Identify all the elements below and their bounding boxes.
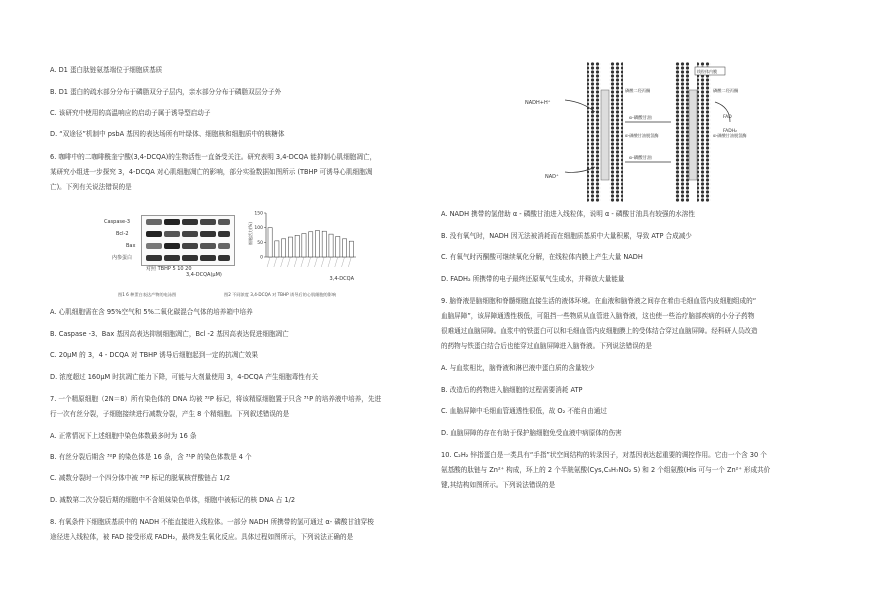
q8-option-d: D. FADH₂ 所携带的电子最终还原氧气生成水，并释放大量能量 (441, 275, 625, 283)
q6-stem-2: 某研究小组进一步探究 3，4-DCQA 对心肌细胞凋亡的影响，部分实验数据如图所示 (TBHP 可诱导心肌细胞凋 (50, 168, 373, 176)
q9-stem-2: 血脑屏障”，该屏障通透性极低，可阻挡一些物质从血管进入脑脊液，这也使一些治疗脑部疾病的小分子药物 (441, 312, 755, 320)
bar (349, 241, 353, 257)
fadh2-label: FADH₂ (723, 129, 737, 134)
q7-option-d: D. 减数第二次分裂后期的细胞中不含姐妹染色单体，细胞中被标记的核 DNA 占 1/2 (50, 496, 296, 504)
band (182, 231, 198, 237)
q8-stem-1: 8. 有氧条件下细胞质基质中的 NADH 不能直接进入线粒体。一部分 NADH 所携带的氢可通过 α- 磷酸甘油穿梭 (50, 518, 374, 526)
x-tick-mark (342, 257, 345, 267)
bar (329, 234, 333, 257)
bar (322, 231, 326, 257)
x-tick-mark (328, 257, 331, 267)
nad-label: NAD⁺ (545, 174, 559, 180)
figure-caption-1: 图1 6 种蛋白表达产物的电泳图 (118, 292, 177, 297)
band (200, 219, 216, 225)
x-tick-mark (348, 257, 351, 267)
q5-option-c: C. 该研究中使用的高温响应的启动子属于诱导型启动子 (50, 109, 211, 117)
band (146, 243, 162, 249)
x-tick-mark (281, 257, 284, 267)
q8-option-b: B. 没有氧气时，NADH 因无法被消耗而在细胞质基质中大量积累，导致 ATP 合成减少 (441, 232, 692, 240)
band (200, 243, 216, 249)
inner-membrane-label: 线粒体内膜 (697, 69, 717, 74)
q8-stem-2: 途径进入线粒体，被 FAD 接受形成 FADH₂，最终发生氧化反应。具体过程如图所示，下列说法正确的是 (50, 533, 354, 541)
q5-option-b: B. D1 蛋白的疏水部分分布于磷脂双分子层内，亲水部分分布于磷脂双层分子外 (50, 88, 282, 96)
bar (309, 232, 313, 257)
q9-option-a: A. 与血浆相比，脑脊液和淋巴液中蛋白质的含量较少 (441, 364, 595, 372)
band (182, 255, 198, 261)
q6-option-b: B. Caspase -3、Bax 基因高表达抑制细胞凋亡，Bcl -2 基因高表达促进细胞凋亡 (50, 330, 289, 338)
bar (282, 239, 286, 257)
q6-stem-3: 亡)。下列有关说法错误的是 (50, 183, 132, 191)
q9-option-d: D. 血脑屏障的存在有助于保护脑细胞免受血液中病原体的伤害 (441, 429, 622, 437)
band (182, 243, 198, 249)
shuttle-diagram (525, 62, 765, 202)
enzyme-label-3: 磷酸二羟丙酮 (713, 88, 739, 93)
band (218, 243, 230, 249)
fad-label: FAD (723, 115, 732, 120)
bar (302, 234, 306, 257)
shuttle-diagram-svg (525, 62, 765, 202)
y-tick-label: 150 (254, 211, 263, 217)
inner-membrane-left (675, 62, 689, 202)
viability-chart (248, 209, 360, 281)
enzyme-channel-right (689, 90, 697, 180)
western-blot-panel (141, 215, 235, 266)
q10-stem-2: 氨基酸的肽链与 Zn²⁺ 构成，环上的 2 个半胱氨酸(Cys,C₃H₇NO₂ S) 和 2 个组氨酸(His 可与一个 Zn²⁺ 形成共价 (441, 466, 771, 474)
q7-option-a: A. 正常情况下上述细胞中染色体数最多时为 16 条 (50, 432, 197, 440)
y-tick-label: 100 (254, 226, 263, 232)
wb-label-reference: 内参蛋白 (112, 255, 133, 261)
q10-stem-1: 10. C₂H₂ 锌指蛋白是一类具有“手指”状空间结构的转录因子，对基因表达起重要的调控作用。它由一个含 30 个 (441, 451, 767, 459)
q6-option-a: A. 心肌细胞需在含 95%空气和 5%二氧化碳混合气体的培养箱中培养 (50, 308, 253, 316)
enzyme-channel-left (601, 90, 609, 180)
wb-label-bcl2: Bcl-2 (116, 231, 129, 237)
q6-option-c: C. 20μM 的 3，4 - DCQA 对 TBHP 诱导后细胞起到一定的抗凋亡效果 (50, 351, 259, 359)
wb-label-caspase: Caspase-3 (104, 219, 131, 225)
x-tick-mark (314, 257, 317, 267)
bar (295, 235, 299, 257)
nadh-label: NADH+H⁺ (525, 100, 551, 106)
q5-option-a: A. D1 蛋白肽链氨基端位于细胞质基质 (50, 66, 163, 74)
q7-option-b: B. 有丝分裂后期含 ³²P 的染色体是 16 条，含 ³¹P 的染色体数是 4 个 (50, 453, 252, 461)
q7-stem-1: 7. 一个精原细胞（2N＝8）所有染色体的 DNA 均被 ³²P 标记，将该精原细胞置于只含 ³¹P 的培养液中培养，先进 (50, 395, 382, 403)
bar (275, 241, 279, 257)
y-tick-label: 50 (257, 240, 263, 246)
chart-ylabel: 细胞活力(%) (248, 222, 253, 245)
q10-stem-3: 键,其结构如图所示。下列说法错误的是 (441, 481, 556, 489)
shuttle-label-a: α-磷酸甘油 (629, 116, 652, 121)
q9-option-b: B. 改造后的药物进入脑细胞的过程需要消耗 ATP (441, 386, 583, 394)
outer-membrane-right (609, 62, 623, 202)
x-tick-mark (267, 257, 270, 267)
band (164, 231, 180, 237)
band (200, 231, 216, 237)
q5-option-d: D. “双途径”机制中 psbA 基因的表达场所有叶绿体、细胞核和细胞质中的核糖体 (50, 130, 285, 138)
q7-stem-2: 行一次有丝分裂，子细胞接续进行减数分裂，产生 8 个精细胞。下列叙述错误的是 (50, 410, 290, 418)
x-tick-mark (321, 257, 324, 267)
bar (342, 239, 346, 257)
bar (288, 237, 292, 257)
q9-stem-1: 9. 脑脊液是脑细胞和脊髓细胞直接生活的液体环境。在血液和脑脊液之间存在着由毛细血管内皮细胞组成的“ (441, 297, 757, 305)
q8-option-a: A. NADH 携带的氢借助 α - 磷酸甘油进入线粒体，说明 α - 磷酸甘油具有较强的水溶性 (441, 210, 695, 218)
band (164, 219, 180, 225)
q9-stem-4: 的药物与铁蛋白结合后也能穿过血脑屏障进入脑脊液。下列说法错误的是 (441, 342, 652, 350)
inner-membrane-right (697, 62, 711, 202)
bar (336, 236, 340, 257)
figure-caption-2: 图2 不同浓度 3,4-DCQA 对 TBHP 诱导后的心肌细胞的影响 (224, 292, 337, 297)
q6-stem-1: 6. 咖啡中的二咖啡酰奎宁酸(3,4-DCQA)的生物活性一直备受关注。研究表明 3,4-DCQA 能抑制心肌细胞凋亡， (50, 153, 377, 161)
band (164, 243, 180, 249)
x-tick-mark (287, 257, 290, 267)
wb-xlabel: 对照 TBHP 5 10 20 (146, 266, 192, 272)
q8-option-c: C. 有氧气时丙酮酸可继续氧化分解，在线粒体内膜上产生大量 NADH (441, 253, 643, 261)
band (200, 255, 216, 261)
enzyme-label-2: α-磷酸甘油脱氢酶 (625, 133, 659, 138)
y-tick-label: 0 (260, 255, 263, 261)
x-tick-mark (301, 257, 304, 267)
wb-xsub: 3,4-DCQA(μM) (186, 272, 222, 278)
x-tick-mark (294, 257, 297, 267)
wb-label-bax: Bax (126, 243, 136, 249)
x-tick-mark (308, 257, 311, 267)
x-tick-mark (335, 257, 338, 267)
x-tick-mark (274, 257, 277, 267)
band (218, 219, 230, 225)
band (218, 231, 230, 237)
viability-chart-svg (248, 209, 360, 281)
bar (315, 231, 319, 257)
q6-option-d: D. 浓度超过 160μM 时抗凋亡能力下降，可能与大剂量使用 3，4-DCQA 产生细胞毒性有关 (50, 373, 319, 381)
band (182, 219, 198, 225)
q7-option-c: C. 减数分裂时一个四分体中被 ³²P 标记的脱氧核苷酸链占 1/2 (50, 474, 231, 482)
shuttle-label-b: α-磷酸甘油 (629, 156, 652, 161)
enzyme-label-4: α-磷酸甘油脱氢酶 (713, 133, 747, 138)
band (218, 255, 230, 261)
band (146, 219, 162, 225)
bar (268, 228, 272, 257)
band (164, 255, 180, 261)
enzyme-label-1: 磷酸二羟丙酮 (625, 88, 651, 93)
q9-stem-3: 很难通过血脑屏障。血浆中的铁蛋白可以和毛细血管内皮细胞膜上的受体结合穿过血脑屏障。经科研人员改造 (441, 327, 758, 335)
band (146, 255, 162, 261)
q9-option-c: C. 血脑屏障中毛细血管通透性很低，故 O₂ 不能自由通过 (441, 407, 607, 415)
chart-xlabel: 3,4-DCQA (329, 276, 354, 281)
outer-membrane-left (587, 62, 601, 202)
band (146, 231, 162, 237)
